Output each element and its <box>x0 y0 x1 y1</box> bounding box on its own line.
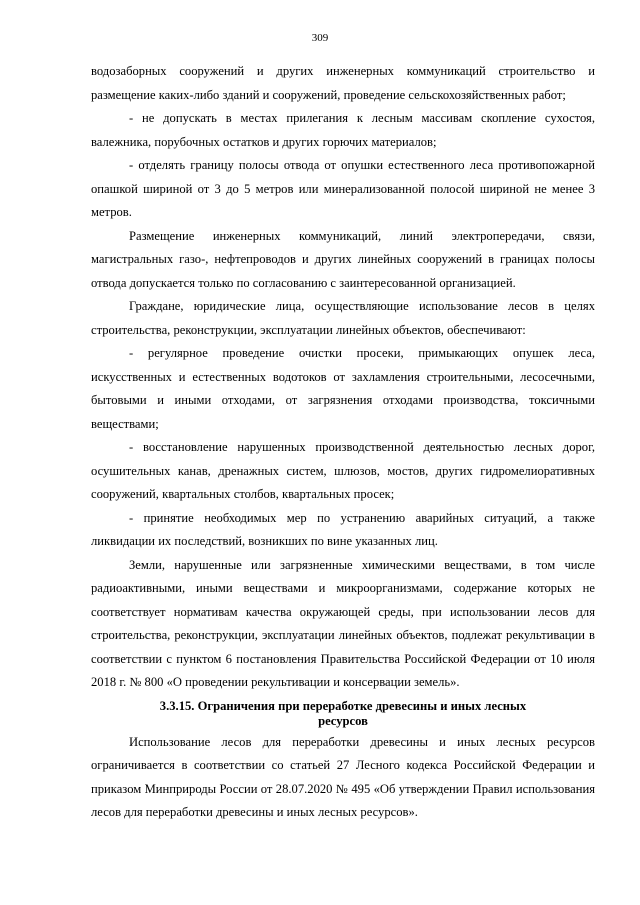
bullet-clearing: - регулярное проведение очистки просеки, примыкающих опушек леса, искусственных и естественных водотоков от захламления строительными, лесосечными, бытовыми и иными отходами, от загрязнения отходами производства, токсичными веществами; <box>91 346 595 431</box>
bullet-no-deadwood: - не допускать в местах прилегания к лесным массивам скопление сухостоя, валежника, порубочных остатков и других горючих материалов; <box>91 111 595 149</box>
section-heading-line-1: 3.3.15. Ограничения при переработке древесины и иных лесных <box>159 698 527 713</box>
page-number: 309 <box>311 32 329 44</box>
bullet-firebreak: - отделять границу полосы отвода от опушки естественного леса противопожарной опашкой шириной от 3 до 5 метров или минерализованной полосой шириной не менее 3 метров. <box>91 158 595 219</box>
section-heading <box>91 699 595 729</box>
paragraph-continuation: водозаборных сооружений и других инженерных коммуникаций строительство и размещение каких-либо зданий и сооружений, проведение сельскохозяйственных работ; <box>91 64 595 102</box>
section-heading-line-2: ресурсов <box>318 713 368 728</box>
bullet-emergency: - принятие необходимых мер по устранению аварийных ситуаций, а также ликвидации их последствий, возникших по вине указанных лиц. <box>91 510 595 548</box>
bullet-restoration: - восстановление нарушенных производственной деятельностью лесных дорог, осушительных канав, дренажных систем, шлюзов, мостов, других гидромелиоративных сооружений, квартальных столбов, квартальных просек; <box>91 440 595 501</box>
paragraph-wood-processing: Использование лесов для переработки древесины и иных лесных ресурсов ограничивается в соответствии со статьей 27 Лесного кодекса Российской Федерации и приказом Минприроды России от 28.07.2020 № 495 «Об утверждении Правил использования лесов для переработки древесины и иных лесных ресурсов». <box>91 734 595 819</box>
paragraph-land-recultivation: Земли, нарушенные или загрязненные химическими веществами, в том числе радиоактивными, иными веществами и микроорганизмами, содержание которых не соответствует нормативам качества окружающей среды, при использовании лесов для строительства, реконструкции, эксплуатации линейных объектов, подлежат рекультивации в соответствии с пунктом 6 постановления Правительства Российской Федерации от 10 июля 2018 г. № 800 «О проведении рекультивации и консервации земель». <box>91 557 595 689</box>
paragraph-citizens-obligations: Граждане, юридические лица, осуществляющие использование лесов в целях строительства, реконструкции, эксплуатации линейных объектов, обеспечивают: <box>91 299 595 337</box>
paragraph-utility-placement: Размещение инженерных коммуникаций, линий электропередачи, связи, магистральных газо-, нефтепроводов и других линейных сооружений в границах полосы отвода допускается только по согласованию с заинтересованной организацией. <box>91 228 595 290</box>
document-body <box>91 60 595 825</box>
